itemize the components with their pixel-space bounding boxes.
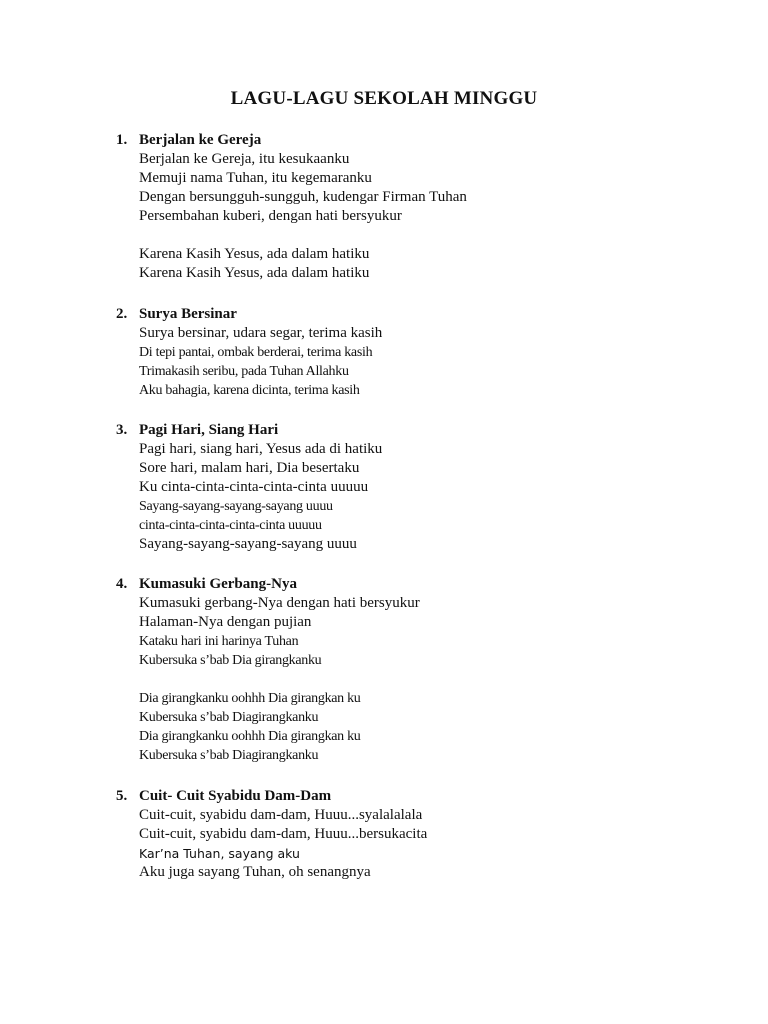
lyric-line: Memuji nama Tuhan, itu kegemaranku <box>139 170 372 186</box>
lyric-line: Di tepi pantai, ombak berderai, terima kasih <box>139 345 373 360</box>
lyric-line: Pagi hari, siang hari, Yesus ada di hatiku <box>139 441 383 457</box>
lyric-line: Sayang-sayang-sayang-sayang uuuu <box>139 499 333 514</box>
song-heading <box>116 305 736 324</box>
song-number: 3. <box>116 422 128 438</box>
song-number: 2. <box>116 306 128 322</box>
song-title: Cuit- Cuit Syabidu Dam-Dam <box>139 788 332 804</box>
lyric-line: Kumasuki gerbang-Nya dengan hati bersyukur <box>139 595 420 611</box>
lyric-line: Kar’na Tuhan, sayang aku <box>139 846 300 861</box>
song-title: Kumasuki Gerbang-Nya <box>139 576 297 592</box>
song-title: Berjalan ke Gereja <box>139 132 262 148</box>
lyric-line: Trimakasih seribu, pada Tuhan Allahku <box>139 364 349 379</box>
song-1 <box>116 131 736 283</box>
song-heading <box>116 575 736 594</box>
stanza-gap <box>116 226 736 245</box>
lyric-line: Sayang-sayang-sayang-sayang uuuu <box>139 536 357 552</box>
lyric-line: Sore hari, malam hari, Dia besertaku <box>139 460 360 476</box>
lyric-line: Dia girangkanku oohhh Dia girangkan ku <box>139 691 361 706</box>
lyric-line: cinta-cinta-cinta-cinta-cinta uuuuu <box>139 518 322 533</box>
song-heading <box>116 131 736 150</box>
lyric-line: Dia girangkanku oohhh Dia girangkan ku <box>139 729 361 744</box>
lyric-line: Kubersuka s’bab Diagirangkanku <box>139 748 319 763</box>
song-heading <box>116 787 736 806</box>
song-3 <box>116 421 736 554</box>
stanza-gap <box>116 670 736 689</box>
lyric-line: Berjalan ke Gereja, itu kesukaanku <box>139 151 350 167</box>
song-title: Surya Bersinar <box>139 306 237 322</box>
lyric-line: Karena Kasih Yesus, ada dalam hatiku <box>139 265 370 281</box>
lyric-line: Cuit-cuit, syabidu dam-dam, Huuu...bersukacita <box>139 826 428 842</box>
lyric-line: Ku cinta-cinta-cinta-cinta-cinta uuuuu <box>139 479 369 495</box>
song-number: 4. <box>116 576 128 592</box>
lyric-line: Cuit-cuit, syabidu dam-dam, Huuu...syalalalala <box>139 807 423 823</box>
song-4 <box>116 575 736 765</box>
song-title: Pagi Hari, Siang Hari <box>139 422 279 438</box>
lyric-line: Halaman-Nya dengan pujian <box>139 614 312 630</box>
lyric-line: Kataku hari ini harinya Tuhan <box>139 634 299 649</box>
lyric-line: Aku bahagia, karena dicinta, terima kasih <box>139 383 360 398</box>
song-5 <box>116 787 736 882</box>
lyric-line: Karena Kasih Yesus, ada dalam hatiku <box>139 246 370 262</box>
lyric-line: Dengan bersungguh-sungguh, kudengar Firman Tuhan <box>139 189 467 205</box>
song-heading <box>116 421 736 440</box>
song-2 <box>116 305 736 400</box>
lyric-line: Kubersuka s’bab Dia girangkanku <box>139 653 322 668</box>
song-number: 5. <box>116 788 128 804</box>
lyric-line: Aku juga sayang Tuhan, oh senangnya <box>139 864 371 880</box>
lyric-line: Persembahan kuberi, dengan hati bersyukur <box>139 208 402 224</box>
lyric-line: Kubersuka s’bab Diagirangkanku <box>139 710 319 725</box>
lyric-line: Surya bersinar, udara segar, terima kasih <box>139 325 383 341</box>
document-title: LAGU-LAGU SEKOLAH MINGGU <box>230 88 538 109</box>
song-number: 1. <box>116 132 128 148</box>
